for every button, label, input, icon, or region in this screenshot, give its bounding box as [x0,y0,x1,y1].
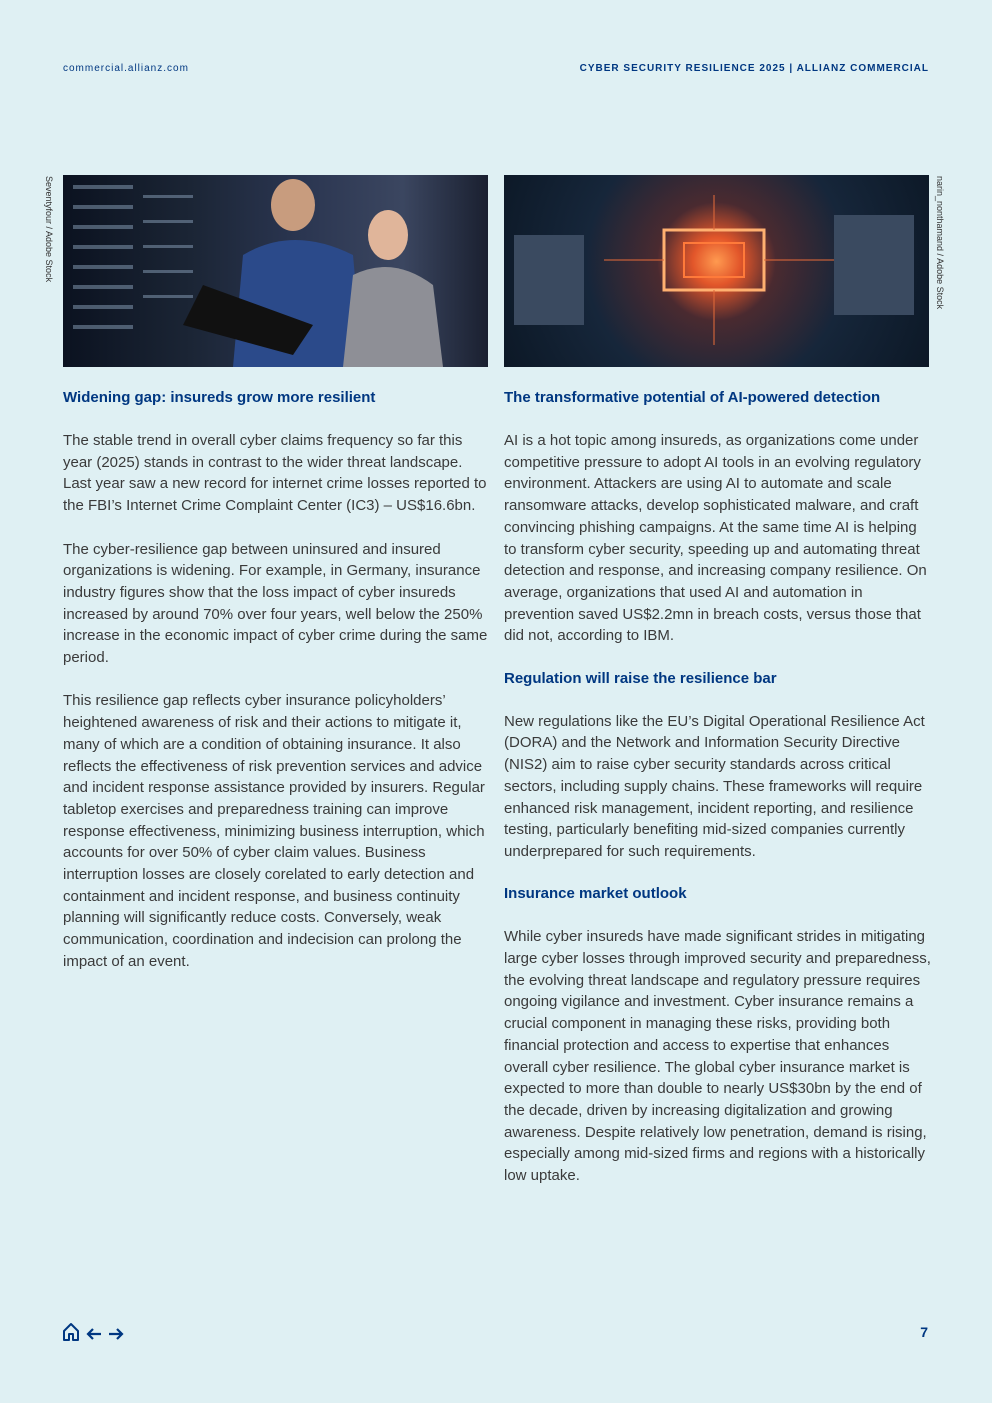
photo-credit: Seventyfour / Adobe Stock [44,176,54,283]
section-heading: Insurance market outlook [504,885,687,903]
paragraph: This resilience gap reflects cyber insurance policyholders’ heightened awareness of risk and their actions to mitigate it, many of which are a condition of obtaining insurance. It also reflects the effectiveness of risk prevention services and advice and incident response assistance provided by insurers. Regular tabletop exercises and preparedness training can improve response effectiveness, minimizing business interruption, which accounts for over 50% of cyber claim values. Business interruption losses are closely corelated to early detection and containment and incident response, and business continuity planning will significantly reduce costs. Conversely, weak communication, coordination and indecision can prolong the impact of an event. [63,692,485,970]
photo-credit: narin_nonthamand / Adobe Stock [935,176,945,310]
arrow-left-icon[interactable] [86,1324,102,1347]
paragraph: The stable trend in overall cyber claims frequency so far this year (2025) stands in contrast to the wider threat landscape. Last year saw a new record for internet crime losses reported to the FBI’s Internet Crime Complaint Center (IC3) – US$16.6bn. [63,432,487,515]
paragraph: The cyber-resilience gap between uninsured and insured organizations is widening. For example, in Germany, insurance industry figures show that the loss impact of cyber insureds increased by around 70% over four years, well below the 250% increase in the economic impact of cyber crime during the same period. [63,540,488,667]
paragraph: New regulations like the EU’s Digital Operational Resilience Act (DORA) and the Network and Information Security Directive (NIS2) aim to raise cyber security standards across critical sectors, including supply chains. These frameworks will require enhanced risk management, incident reporting, and resilience testing, particularly benefiting mid-sized companies currently underprepared for such requirements. [504,712,925,860]
paragraph: While cyber insureds have made significant strides in mitigating large cyber losses through improved security and preparedness, the evolving threat landscape and regulatory pressure requires ongoing vigilance and investment. Cyber insurance remains a crucial component in managing these risks, providing both financial protection and access to expertise that enhances overall cyber resilience. The global cyber insurance market is expected to more than double to nearly US$30bn by the end of the decade, driven by increasing digitalization and growing awareness. Despite relatively low penetration, demand is rising, especially among mid-sized firms and regions with a historically low uptake. [504,928,931,1185]
left-column [63,388,491,994]
home-icon[interactable] [62,1322,80,1348]
section-heading: The transformative potential of AI-powered detection [504,389,881,406]
right-column [504,388,932,1208]
photo-illustration [504,175,929,367]
photo-data-center-engineers [63,175,488,367]
footer-navigation [62,1322,124,1348]
page-number: 7 [920,1324,928,1340]
paragraph: AI is a hot topic among insureds, as organizations come under competitive pressure to adopt AI tools in an evolving regulatory environment. Attackers are using AI to automate and scale ransomware attacks, develop sophisticated malware, and craft convincing phishing campaigns. At the same time AI is helping to transform cyber security, speeding up and automating threat detection and response, and increasing company resilience. On average, organizations that used AI and automation in prevention saved US$2.2mn in breach costs, versus those that did not, according to IBM. [504,432,927,645]
section-heading: Regulation will raise the resilience bar [504,669,777,687]
section-heading: Widening gap: insureds grow more resilient [63,389,376,406]
photo-illustration [63,175,488,367]
arrow-right-icon[interactable] [108,1324,124,1347]
document-title: CYBER SECURITY RESILIENCE 2025 | ALLIANZ COMMERCIAL [579,63,929,74]
photo-circuit-board-chip [504,175,929,367]
site-url[interactable]: commercial.allianz.com [63,63,189,74]
